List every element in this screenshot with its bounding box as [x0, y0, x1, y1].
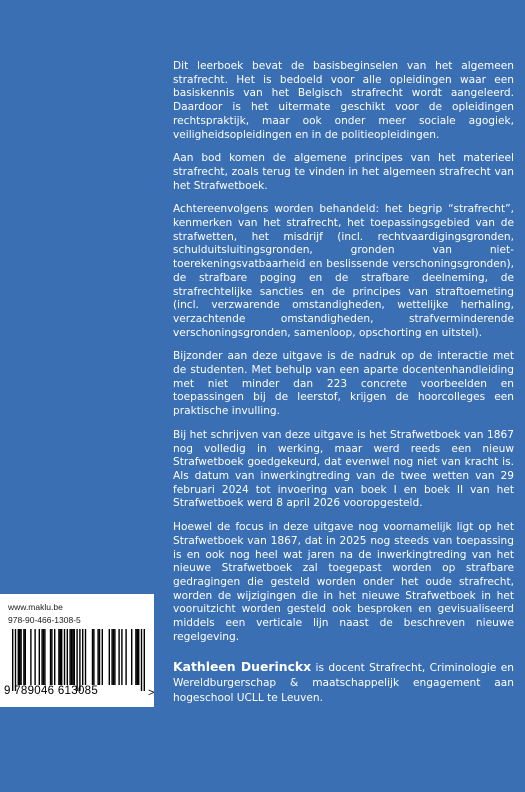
barcode-bar	[51, 629, 52, 685]
barcode-bar	[118, 629, 119, 685]
barcode-digits: 9 789046 613085	[4, 685, 99, 697]
barcode-bar	[125, 629, 126, 685]
barcode-bar	[121, 629, 122, 685]
barcode-bar	[44, 629, 45, 685]
barcode-bar	[82, 629, 83, 685]
publisher-website: www.maklu.be	[8, 602, 63, 612]
barcode-bar	[92, 629, 93, 685]
barcode-bar	[43, 629, 44, 685]
barcode-bar	[135, 629, 136, 685]
barcode-bar	[111, 629, 112, 685]
barcode-bar	[23, 629, 24, 685]
barcode-panel	[0, 594, 154, 707]
barcode-bar	[72, 629, 73, 685]
barcode-bar	[34, 629, 35, 685]
barcode-bar	[109, 629, 110, 685]
barcode-bar	[54, 629, 55, 685]
barcode-bar	[141, 629, 142, 691]
blurb-paragraph-5: Bij het schrijven van deze uitgave is het Strafwetboek van 1867 nog volledig in werking, maar werd reeds een nieuw Strafwetboek goedgekeurd, dat evenwel nog niet van kracht is. Als datum van inwerkingtreding van de twee wetten van 29 februari 2024 tot invoering van boek I en boek II van het Strafwetboek werd 8 april 2026 vooropgesteld.	[173, 428, 514, 510]
author-name: Kathleen Duerinckx	[173, 659, 312, 674]
barcode-bar	[138, 629, 139, 685]
isbn-number: 978-90-466-1308-5	[8, 615, 81, 625]
barcode-bar	[64, 629, 65, 685]
barcode-bar	[58, 629, 59, 685]
barcode-bar	[39, 629, 40, 685]
barcode-bar	[60, 629, 61, 685]
barcode-bar	[93, 629, 94, 685]
blurb-paragraph-6: Hoewel de focus in deze uitgave nog voornamelijk ligt op het Strafwetboek van 1867, dat in 2025 nog steeds van toepassing is en ook nog heel wat jaren na de inwerkingtreding van het nieuwe Strafwetboek zal toegepast worden op strafbare gedragingen die gesteld worden onder het oude strafrecht, worden de wijzigingen die in het nieuwe Strafwetboek in het vooruitzicht worden gesteld ook besproken en gevisualiseerd middels een verticale lijn naast de beschreven nieuwe regelgeving.	[173, 521, 514, 643]
blurb-paragraph-4: Bijzonder aan deze uitgave is de nadruk op de interactie met de studenten. Met behulp van een aparte docentenhandleiding met niet minder dan 223 concrete voorbeelden en toepassingen bij de leerstof, krijgen de hoorcolleges een praktische invulling.	[173, 350, 514, 418]
barcode-bar	[71, 629, 72, 685]
barcode-bar	[144, 629, 145, 691]
barcode-bar	[12, 629, 13, 691]
barcode-bar	[61, 629, 62, 685]
barcode-bar	[25, 629, 26, 685]
barcode-bar	[30, 629, 31, 685]
barcode-bar	[50, 629, 51, 685]
blurb-paragraph-1: Dit leerboek bevat de basisbeginselen van het algemeen strafrecht. Het is bedoeld voor alle opleidingen waar een basiskennis van het Belgisch strafrecht wordt aangeleerd. Daardoor is het uitermate geschikt voor de opleidingen rechtspraktijk, maar ook onder meer sociale agogiek, veiligheidsopleidingen en in de politieopleidingen.	[173, 60, 514, 141]
author-bio-text: is docent Strafrecht, Criminologie en Wereldburgerschap & maatschappelijk engagement aan hogeschool UCLL te Leuven.	[173, 662, 514, 704]
barcode-bar	[85, 629, 86, 685]
author-bio	[173, 659, 514, 706]
blurb-text	[173, 60, 514, 644]
barcode-bar	[99, 629, 100, 685]
barcode-bar	[97, 629, 98, 685]
barcode-bar	[20, 629, 21, 685]
barcode-bar	[102, 629, 103, 685]
barcode-bar	[79, 629, 80, 691]
barcode-bar	[19, 629, 20, 685]
barcode-bar	[41, 629, 42, 685]
barcode-bar	[131, 629, 132, 685]
barcode-bar	[113, 629, 114, 685]
barcode-quiet-zone-mark: >	[148, 687, 154, 699]
barcode-bar	[114, 629, 115, 685]
barcode-bar	[15, 629, 16, 691]
barcode-bar	[69, 629, 70, 685]
barcode-bar	[18, 629, 19, 685]
barcode-bar	[76, 629, 77, 691]
blurb-paragraph-2: Aan bod komen de algemene principes van het materieel strafrecht, zoals terug te vinden in het algemeen strafrecht van het Strafwetboek.	[173, 152, 514, 192]
barcode-bar	[74, 629, 75, 685]
blurb-paragraph-3: Achtereenvolgens worden behandeld: het begrip “strafrecht”, kenmerken van het strafrecht, het toepassingsgebied van de strafwetten, het misdrijf (incl. rechtvaardigingsgronden, schulduitsluitingsgronden, gronden van niet-toerekeningsvatbaarheid en beslissende verschoningsgronden), de strafbare poging en de strafbare deelneming, de strafrechtelijke sancties en de principes van straftoemeting (incl. verzwarende omstandigheden, wettelijke herhaling, verzachtende omstandigheden, strafverminderende verschoningsgronden, samenloop, opschorting en uitstel).	[173, 203, 514, 339]
barcode-bar	[67, 629, 68, 685]
barcode-bar	[137, 629, 138, 685]
